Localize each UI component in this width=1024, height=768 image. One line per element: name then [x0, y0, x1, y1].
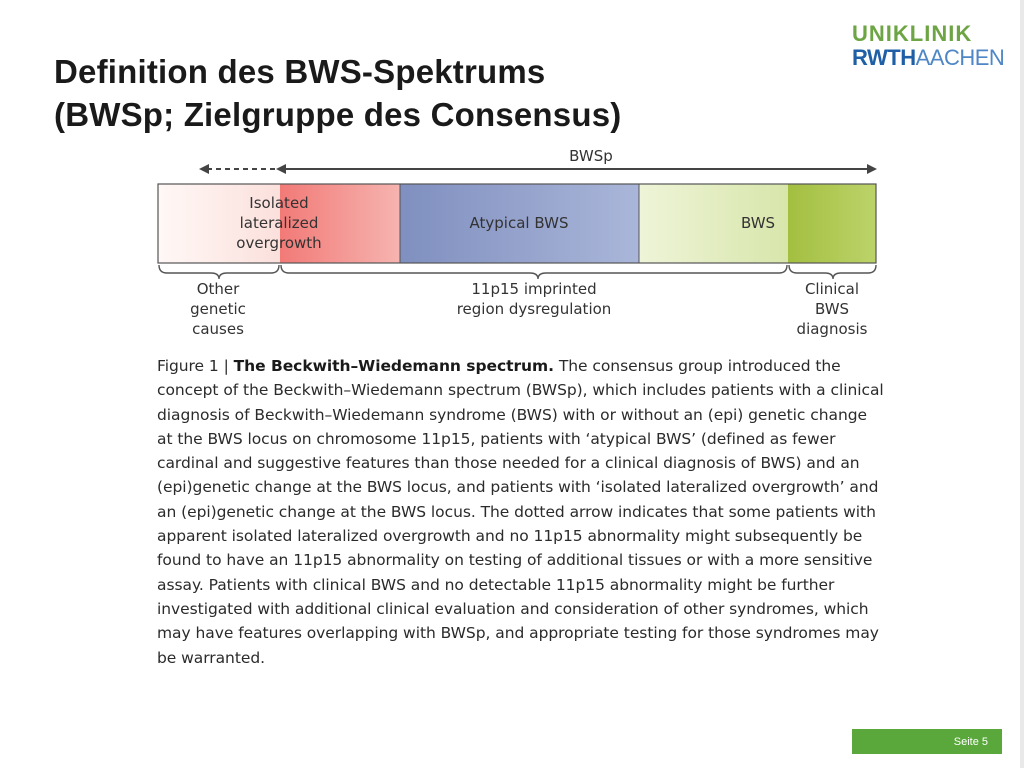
bwsp-arrow — [199, 147, 877, 174]
brace-label-other-3: causes — [192, 320, 244, 338]
bwsp-arrow-right-head — [867, 164, 877, 174]
spectrum-bar — [158, 184, 876, 263]
figure-caption — [157, 354, 887, 670]
bwsp-arrow-left-head — [276, 164, 286, 174]
brace-other-genetic-causes — [159, 265, 279, 279]
slide-title-line-2: (BWSp; Zielgruppe des Consensus) — [54, 96, 622, 133]
segment-label-isolated-1: Isolated — [249, 194, 309, 212]
page-number: Seite 5 — [953, 735, 988, 748]
segment-label-isolated-2: lateralized — [239, 214, 319, 232]
brace-label-clinical-2: BWS — [814, 300, 850, 318]
logo-line-1: UNIKLINIK — [852, 21, 973, 46]
figure-caption-text: The consensus group introduced the concept of the Beckwith–Wiedemann spectrum (BWSp), which includes patients with a clinical diagnosis of Beckwith–Wiedemann syndrome (BWS) with or without an (epi) genetic change at the BWS locus on chromosome 11p15, patients with ‘atypical BWS’ (defined as fewer cardinal and suggestive features than those needed for a clinical diagnosis of BWS) and an (epi)genetic change at the BWS locus, and patients with ‘isolated lateralized overgrowth’ and an (epi)genetic change at the BWS locus. The dotted arrow indicates that some patients with apparent isolated lateralized overgrowth and no 11p15 abnormality might subsequently be found to have an 11p15 abnormality on testing of additional tissues or with a more sensitive assay. Patients with clinical BWS and no detectable 11p15 abnormality might be further investigated with additional clinical evaluation and consideration of other syndromes, which may have features overlapping with BWSp, and appropriate testing for those syndromes may be warranted. — [157, 357, 884, 667]
segment-clinical-bws — [788, 184, 876, 263]
figure-title: The Beckwith–Wiedemann spectrum. — [233, 357, 554, 375]
slide-title-line-1: Definition des BWS-Spektrums — [54, 53, 546, 90]
bwsp-arrow-label: BWSp — [569, 147, 613, 165]
logo-aachen: AACHEN — [915, 45, 1005, 70]
brace-labels — [190, 280, 868, 338]
braces — [159, 265, 876, 279]
page-number-badge — [852, 729, 1002, 754]
segment-label-atypical-bws: Atypical BWS — [469, 214, 569, 232]
dotted-arrow-head — [199, 164, 209, 174]
brace-label-other-2: genetic — [190, 300, 246, 318]
brace-clinical-bws — [789, 265, 876, 279]
brace-label-other-1: Other — [196, 280, 240, 298]
segment-label-isolated-3: overgrowth — [236, 234, 322, 252]
segment-label-bws: BWS — [740, 214, 776, 232]
figure-label: Figure 1 | — [157, 357, 234, 375]
brace-label-11p15-1: 11p15 imprinted — [471, 280, 597, 298]
brace-label-11p15-2: region dysregulation — [456, 300, 612, 318]
brace-label-clinical-3: diagnosis — [796, 320, 868, 338]
logo-rwth: RWTH — [852, 45, 916, 70]
brace-11p15-dysregulation — [281, 265, 787, 279]
brace-label-clinical-1: Clinical — [804, 280, 860, 298]
